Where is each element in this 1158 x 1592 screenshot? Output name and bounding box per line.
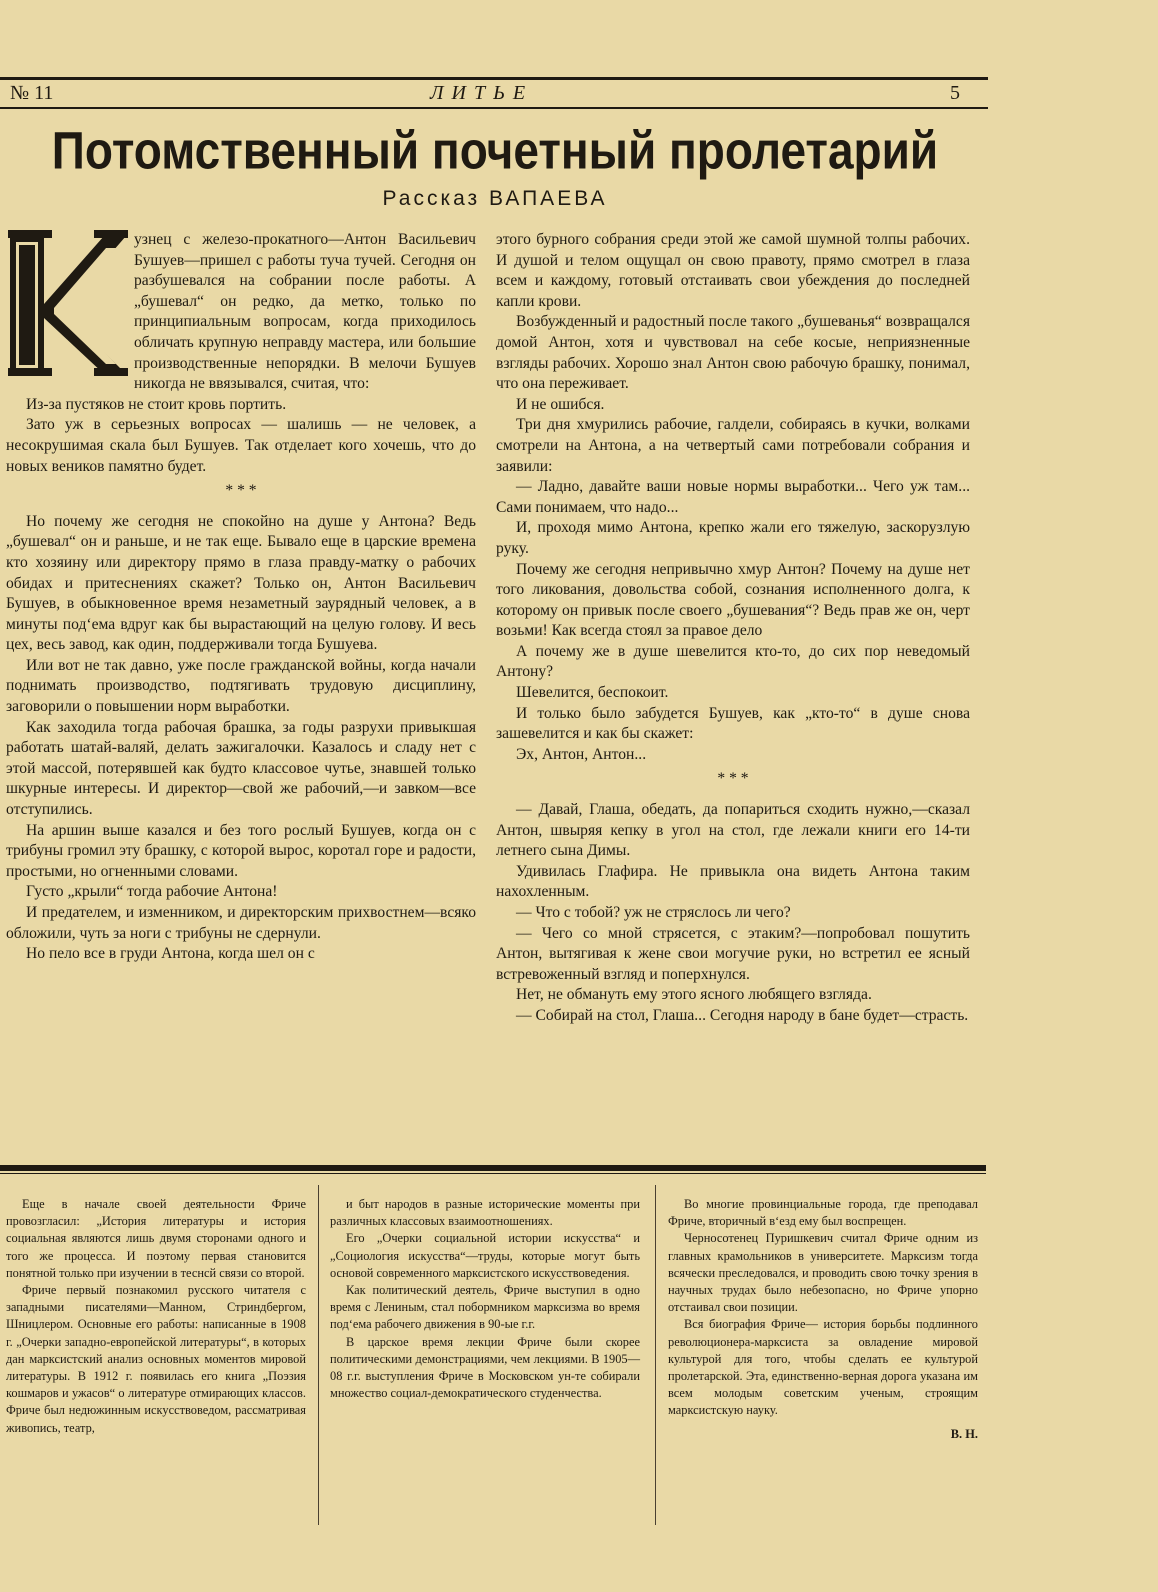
note-column-2	[330, 1196, 640, 1402]
note-paragraph: Во многие провинциальные города, где преподавал Фриче, вторичный в‘езд ему был воспрещен.	[668, 1197, 978, 1229]
magazine-name: ЛИТЬЕ	[430, 82, 534, 104]
header-rule	[0, 77, 988, 80]
paragraph: Или вот не так давно, уже после гражданской войны, когда начали поднимать производство, подтягивать трудовую дисциплину, заговорили о повышении норм выработки.	[6, 656, 476, 716]
paragraph: Густо „крыли“ тогда рабочие Антона!	[26, 883, 278, 901]
paragraph: Из-за пустяков не стоит кровь портить.	[26, 395, 287, 413]
story-column-1	[6, 230, 476, 965]
story-column-2	[496, 230, 970, 1027]
note-paragraph: В царское время лекции Фриче были скорее политическими демонстрациями, чем лекциями. В 1905—08 г.г. выступления Фриче в Московском ун-те собирали множество социал-демократического студенчества.	[330, 1334, 640, 1401]
paragraph: — Ладно, давайте ваши новые нормы выработки... Чего уж там... Сами понимаем, что надо...	[496, 478, 970, 516]
note-paragraph: Еще в начале своей деятельности Фриче провозгласил: „История литературы и история социальная являются лишь двумя сторонами одного и того же процесса. И поэтому первая становится понятной только при изучении в теснсй связи со второй.	[6, 1197, 306, 1280]
paragraph: Но почему же сегодня не спокойно на душе у Антона? Ведь „бушевал“ он и раньше, и не так еще. Бывало еще в царские времена кто хозяину или директору прямо в глаза правду-матку о рабочих обидах и притеснениях скажет? Только он, Антон Васильевич Бушуев, в обыкновенное время незаметный заурядный человек, а в минуты под‘ема вдруг как бы вырастающий на целую голову. И весь цех, весь завод, как один, поддерживали тогда Бушуева.	[6, 512, 476, 654]
paragraph: Нет, не обмануть ему этого ясного любящего взгляда.	[516, 986, 872, 1004]
note-signature: В. Н.	[950, 1426, 978, 1441]
paragraph: Эх, Антон, Антон...	[516, 745, 647, 763]
paragraph: Почему же сегодня непривычно хмур Антон? Почему на душе нет того ликования, довольства собой, сознания исполненного долга, к которому он привык после своего „бушевания“? Ведь прав же он, черт возьми! Как всегда стоял за правое дело	[496, 560, 970, 640]
note-column-1	[6, 1196, 306, 1437]
paragraph: И, проходя мимо Антона, крепко жали его тяжелую, заскорузлую руку.	[496, 519, 970, 557]
section-break: * * *	[225, 482, 257, 500]
paragraph: И только было забудется Бушуев, как „кто-то“ в душе снова зашевелится и как бы скажет:	[496, 704, 970, 743]
paragraph: этого бурного собрания среди этой же самой шумной толпы рабочих. И душой и телом ощущал он свою правоту, прямо смотрел в глаза всем и каждому, готовый отстаивать свои убеждения до последней капли крови.	[496, 231, 970, 310]
column-divider	[318, 1185, 319, 1525]
section-divider-thin	[0, 1173, 986, 1174]
page-number: 5	[950, 82, 960, 104]
paragraph: узнец с железо-прокатного—Антон Васильевич Бушуев—пришел с работы туча тучей. Сегодня он разбушевался на собрании после работы. А „бушевал“ он редко, да метко, только по принципиальным вопросам, когда приходилось обличать крупную неправду мастера, или большие производственные непорядки. В мелочи Бушуев никогда не ввязывался, считая, что:	[134, 231, 476, 393]
paragraph: И не ошибся.	[516, 395, 605, 413]
paragraph: — Что с тобой? уж не стряслось ли чего?	[516, 904, 791, 921]
paragraph: Три дня хмурились рабочие, галдели, собираясь в кучки, волками смотрели на Антона, а на четвертый сами потребовали собрания и заявили:	[496, 416, 970, 475]
note-column-3	[668, 1196, 978, 1443]
section-break: * * *	[717, 770, 749, 788]
paragraph: На аршин выше казался и без того рослый Бушуев, когда он с трибуны громил эту брашку, с которой вырос, коротал горе и радости, простыми, но огненными словами.	[6, 821, 476, 880]
note-paragraph: Фриче первый познакомил русского читателя с западными писателями—Манном, Стриндбергом, Шницлером. Основные его работы: написанные в 1908 г. „Очерки западно-европейской литературы“, в которых дан марксистский анализ основных моментов мировой литературы. В 1912 г. появилась его книга „Поэзия кошмаров и ужасов“ о литературе отмирающих классов. Фриче был недюжинным искусствоведом, рассматривая живопись, театр,	[6, 1283, 306, 1435]
note-paragraph: Как политический деятель, Фриче выступил в одно время с Лениным, стал побормником марксизма во время под‘ема рабочего движения в 90-ые г.г.	[330, 1283, 640, 1332]
paragraph: — Давай, Глаша, обедать, да попариться сходить нужно,—сказал Антон, швыряя кепку в угол на стол, где лежали книги его 14-ти летнего сына Димы.	[496, 801, 970, 860]
paragraph: Как заходила тогда рабочая брашка, за годы разрухи привыкшая работать шатай-валяй, делать зажигалочки. Казалось и сладу нет с этой массой, потерявшей как будто классовое чутье, знавшей только шкурные интересы. И директор—свой же рабочий,—и завком—все отступились.	[6, 718, 476, 819]
paragraph: Удивилась Глафира. Не привыкла она видеть Антона таким нахохленным.	[496, 862, 970, 901]
note-paragraph: и быт народов в разные исторические моменты при различных классовых взаимоотношениях.	[330, 1197, 640, 1229]
paragraph: Шевелится, беспокоит.	[516, 684, 669, 702]
running-header	[10, 82, 970, 106]
story-title: Потомственный почетный пролетарий	[51, 120, 939, 180]
paragraph: И предателем, и изменником, и директорским прихвостнем—всяко обложили, чуть за ноги с трибуны не сдернули.	[6, 904, 476, 942]
note-paragraph: Черносотенец Пуришкевич считал Фриче одним из главных крамольников в университете. Марксизм тогда всячески преследовался, и проводить свою точку зрения в научных трудах было небезопасно, но Фриче упорно отстаивал свои позиции.	[668, 1231, 978, 1315]
story-byline: Рассказ ВАПАЕВА	[382, 187, 608, 210]
note-paragraph: Его „Очерки социальной истории искусства“ и „Социология искусства“—труды, которые могут быть основой современного марксистского искусствоведения.	[330, 1231, 640, 1280]
header-rule-bottom	[0, 107, 988, 109]
section-divider	[0, 1165, 986, 1171]
column-divider	[655, 1185, 656, 1525]
paragraph: Зато уж в серьезных вопросах — шалишь — не человек, а несокрушимая скала был Бушуев. Так отделает кого хочешь, что до новых веников памятно будет.	[6, 416, 476, 475]
paragraph: — Чего со мной стрясется, с этаким?—попробовал пошутить Антон, вытягивая к жене свои могучие руки, но встретил ее ясный встревоженный взгляд и поперхнулся.	[496, 924, 970, 983]
note-paragraph: Вся биография Фриче— история борьбы подлинного революционера-марксиста за овладение мировой культурой для того, чтобы сделать ее культурой пролетарской. Эта, единственно-верная дорога указана им всем молодым советским ученым, строящим марксистскую науку.	[668, 1317, 978, 1418]
paragraph: Возбужденный и радостный после такого „бушеванья“ возвращался домой Антон, хотя и чувствовал на себе косые, неприязненные взгляды рабочих. Хорошо знал Антон свою рабочую брашку, понимал, что она переживает.	[496, 313, 970, 393]
issue-number: № 11	[10, 82, 54, 104]
paragraph: А почему же в душе шевелится кто-то, до сих пор неведомый Антону?	[496, 642, 970, 681]
paragraph: Но пело все в груди Антона, когда шел он с	[26, 945, 315, 963]
paragraph: — Собирай на стол, Глаша... Сегодня народу в бане будет—страсть.	[516, 1006, 969, 1024]
